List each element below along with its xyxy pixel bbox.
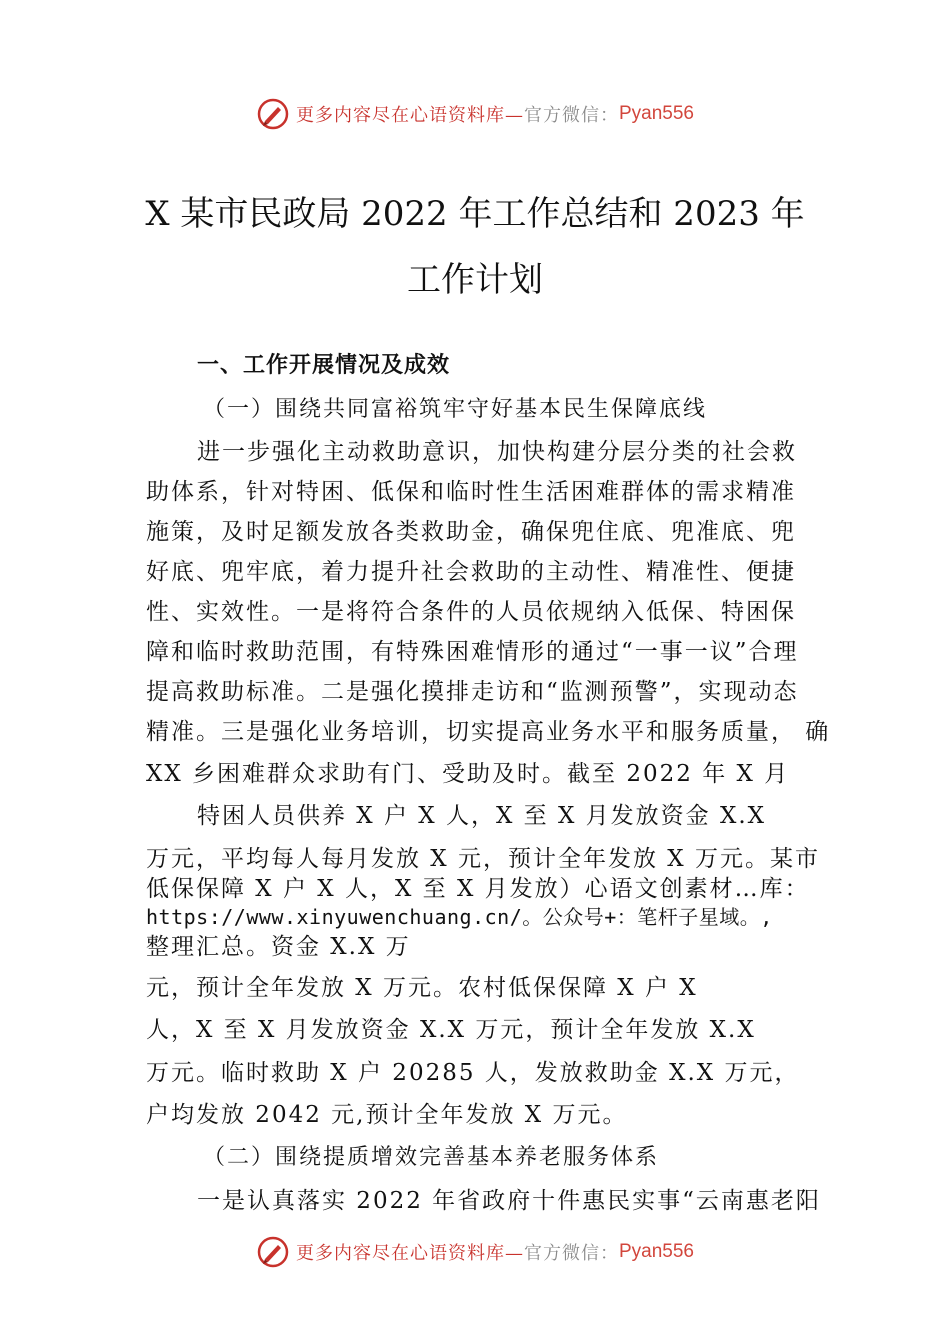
header-banner-text: 更多内容尽在心语资料库— (295, 105, 524, 126)
para2-url-line: https://www.xinyuwenchuang.cn/。公众号+：笔杆子星域。, (146, 905, 773, 929)
para3-line: 一是认真落实 2022 年省政府十件惠民实事“云南惠老阳 (197, 1188, 821, 1214)
document-title-line-1: X 某市民政局 2022 年工作总结和 2023 年 (145, 194, 805, 234)
para2-line: 特困人员供养 X 户 X 人，X 至 X 月发放资金 X.X (197, 803, 767, 829)
header-banner-wechat-label: 官方微信： (523, 105, 619, 126)
para1-line: 精准。三是强化业务培训，切实提高业务水平和服务质量， 确 (146, 719, 831, 745)
header-banner (0, 94, 950, 134)
footer-banner-wechat-id: Pyan556 (618, 1241, 694, 1262)
para2-line: 户均发放 2042 元,预计全年发放 X 万元。 (146, 1102, 628, 1128)
pen-logo-icon (256, 1235, 290, 1269)
para2-line: 万元，平均每人每月发放 X 元，预计全年发放 X 万元。某市 (146, 846, 820, 872)
para2-line: 元，预计全年发放 X 万元。农村低保保障 X 户 X (146, 975, 698, 1001)
para2-line: 万元。临时救助 X 户 20285 人，发放救助金 X.X 万元， (146, 1060, 800, 1086)
header-banner-wechat-id: Pyan556 (618, 103, 694, 124)
para1-line: 性、实效性。一是将符合条件的人员依规纳入低保、特困保 (146, 599, 796, 625)
footer-banner (0, 1232, 950, 1272)
para1-line: 助体系，针对特困、低保和临时性生活困难群体的需求精准 (146, 479, 796, 505)
section-heading: 一、工作开展情况及成效 (197, 353, 451, 378)
para1-line: 好底、兜牢底，着力提升社会救助的主动性、精准性、便捷 (146, 559, 796, 585)
subsection-heading-2: （二）围绕提质增效完善基本养老服务体系 (203, 1145, 660, 1170)
subsection-heading-1: （一）围绕共同富裕筑牢守好基本民生保障底线 (203, 397, 708, 422)
pen-logo-icon (256, 97, 290, 131)
para1-line: 提高救助标准。二是强化摸排走访和“监测预警”，实现动态 (146, 679, 799, 705)
footer-banner-wechat-label: 官方微信： (523, 1243, 619, 1264)
footer-banner-text: 更多内容尽在心语资料库— (295, 1243, 524, 1264)
para2-line: 人，X 至 X 月发放资金 X.X 万元，预计全年发放 X.X (146, 1017, 756, 1043)
para2-line: 低保保障 X 户 X 人，X 至 X 月发放）心语文创素材…库： (146, 876, 810, 902)
document-title-line-2: 工作计划 (407, 260, 543, 300)
para1-line: 施策，及时足额发放各类救助金，确保兜住底、兜准底、兜 (146, 519, 796, 545)
para1-line: 障和临时救助范围，有特殊困难情形的通过“一事一议”合理 (146, 639, 799, 665)
para1-line: XX 乡困难群众求助有门、受助及时。截至 2022 年 X 月 (146, 761, 790, 787)
para2-line: 整理汇总。资金 X.X 万 (146, 934, 411, 960)
para1-line: 进一步强化主动救助意识，加快构建分层分类的社会救 (197, 439, 797, 465)
